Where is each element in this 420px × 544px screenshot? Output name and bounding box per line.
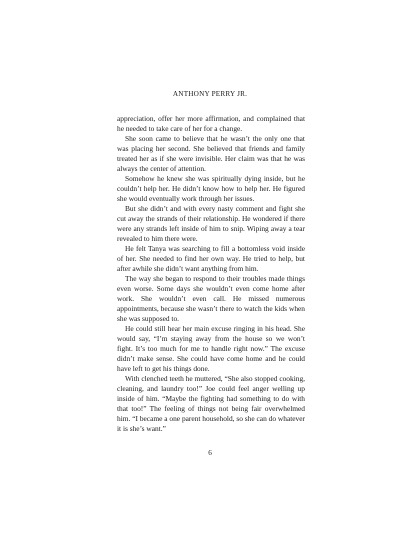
paragraph: He felt Tanya was searching to fill a bottomless void inside of her. She needed to find her own way. He tried to help, but after awhile she didn’t want anything from him. (117, 244, 305, 273)
body-text (117, 114, 305, 434)
running-header: ANTHONY PERRY JR. (172, 90, 248, 98)
page-number: 6 (208, 449, 212, 457)
paragraph: But she didn’t and with every nasty comment and fight she cut away the strands of their relationship. He wondered if there were any strands left inside of him to snip. Wiping away a tear revealed to him there were. (117, 204, 305, 243)
paragraph: He could still hear her main excuse ringing in his head. She would say, “I’m staying away from the house so we won’t fight. It’s too much for me to handle right now.” The excuse didn’t make sense. She could have come home and he could have left to get his things done. (117, 324, 305, 373)
paragraph: Somehow he knew she was spiritually dying inside, but he couldn’t help her. He didn’t know how to help her. He figured she would eventually work through her issues. (117, 174, 305, 203)
paragraph: With clenched teeth he muttered, “She also stopped cooking, cleaning, and laundry too!” Joe could feel anger welling up inside of him. “Maybe the fighting had something to do with that too!” The feeling of things not being fair overwhelmed him. “I became a one parent household, so she can do whatever it is she’s want.” (117, 374, 305, 433)
paragraph: She soon came to believe that he wasn’t the only one that was placing her second. She believed that friends and family treated her as if she were invisible. Her claim was that he was always the center of attention. (117, 134, 305, 173)
paragraph: The way she began to respond to their troubles made things even worse. Some days she wouldn’t even come home after work. She wouldn’t even call. He missed numerous appointments, because she wasn’t there to watch the kids when she was supposed to. (117, 274, 305, 323)
paragraph: appreciation, offer her more affirmation, and complained that he needed to take care of her for a change. (117, 114, 305, 133)
